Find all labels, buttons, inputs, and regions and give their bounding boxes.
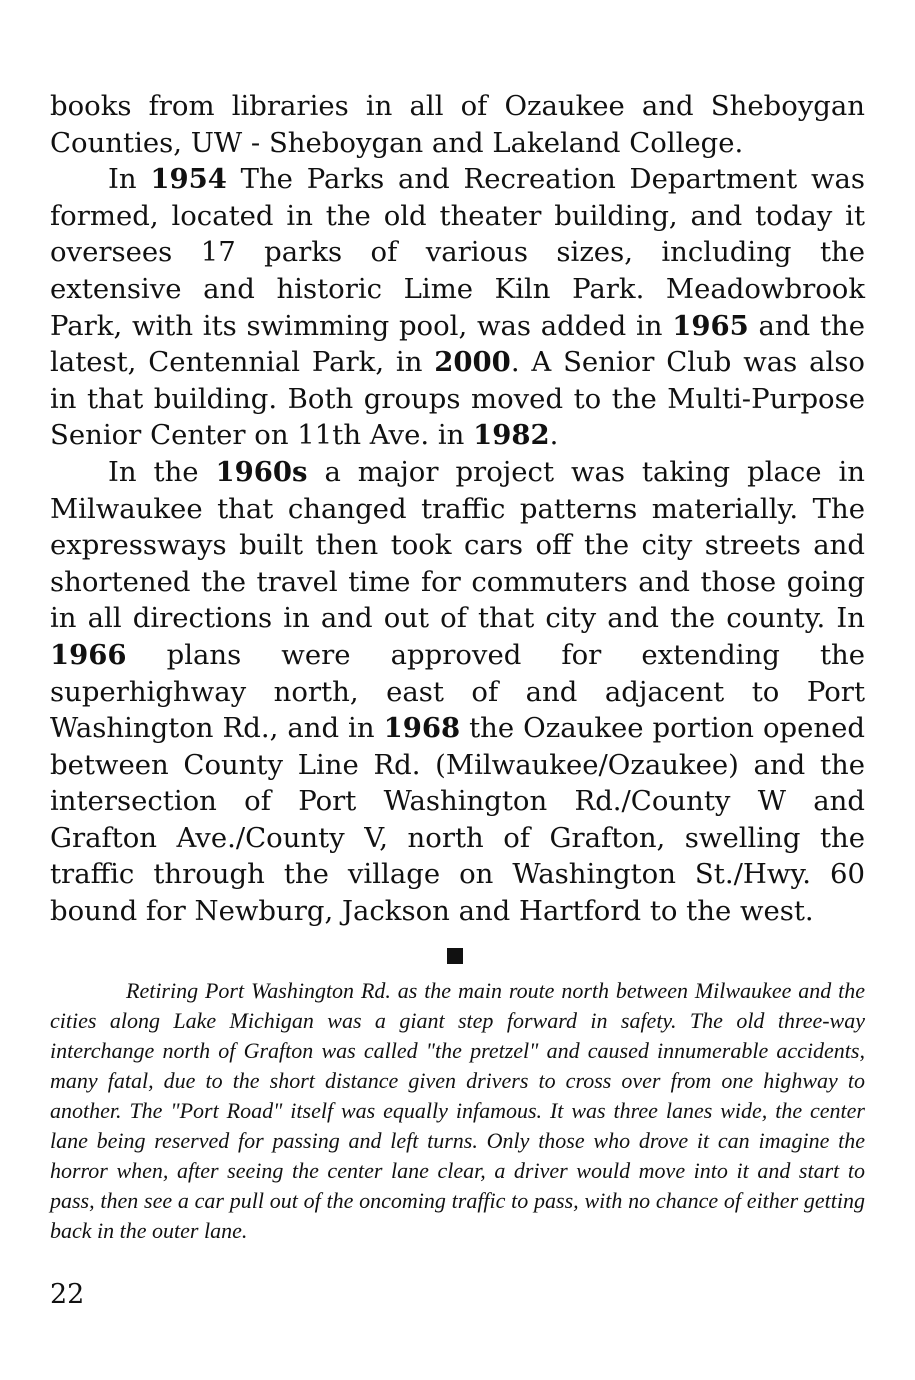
italic-caption — [50, 976, 865, 1246]
section-divider — [50, 946, 865, 966]
paragraph-parks-recreation — [50, 161, 865, 454]
year-1968: 1968 — [383, 712, 461, 745]
text-segment: the Ozaukee portion opened between County Line Rd. (Milwaukee/Ozaukee) and the intersection of Port Washington Rd./County W and Grafton Ave./County V, north of Grafton, swelling the traffic through the village on Washington St./Hwy. 60 bound for Newburg, Jackson and Hartford to the west. — [50, 712, 865, 928]
year-1982: 1982 — [473, 419, 550, 452]
text-segment: The Parks and Recreation Department was formed, located in the old theater building, and today it oversees 17 parks of various sizes, including the extensive and historic Lime Kiln Park. Meadowbrook Park, with its swimming pool, was added in — [50, 163, 865, 342]
page-number: 22 — [50, 1279, 85, 1310]
paragraph-expressways — [50, 454, 865, 930]
paragraph-libraries-text: books from libraries in all of Ozaukee and Sheboygan Counties, UW - Sheboygan and Lakeland College. — [50, 90, 865, 159]
square-bullet-icon — [447, 948, 463, 964]
text-segment: plans were approved for extending the superhighway north, east of and adjacent to Port Washington Rd., and in — [50, 638, 865, 745]
page-body — [50, 88, 865, 1246]
year-1966: 1966 — [50, 638, 127, 671]
year-1954: 1954 — [150, 163, 227, 196]
text-segment: and the latest, Centennial Park, in — [50, 309, 865, 379]
paragraph-libraries — [50, 88, 865, 161]
text-segment: . — [549, 419, 559, 452]
text-segment: a major project was taking place in Milwaukee that changed traffic patterns materially. The expressways built then took cars off the city streets and shortened the travel time for commuters and those going in all directions in and out of that city and the county. In — [50, 455, 866, 635]
text-segment: In the — [108, 455, 216, 488]
year-1965: 1965 — [672, 309, 749, 342]
year-1960s: 1960s — [215, 455, 308, 488]
year-2000: 2000 — [434, 346, 511, 379]
caption-text: Retiring Port Washington Rd. as the main route north between Milwaukee and the cities along Lake Michigan was a giant step forward in safety. The old three-way interchange north of Grafton was called "the pretzel" and caused innumerable accidents, many fatal, due to the short distance given drivers to cross over from one highway to another. The "Port Road" itself was equally infamous. It was three lanes wide, the center lane being reserved for passing and left turns. Only those who drove it can imagine the horror when, after seeing the center lane clear, a driver would move into it and start to pass, then see a car pull out of the oncoming traffic to pass, with no chance of either getting back in the outer lane. — [50, 977, 865, 1243]
text-segment: In — [108, 163, 151, 196]
text-segment: . A Senior Club was also in that building. Both groups moved to the Multi-Purpose Senior Center on 11th Ave. in — [50, 346, 865, 452]
